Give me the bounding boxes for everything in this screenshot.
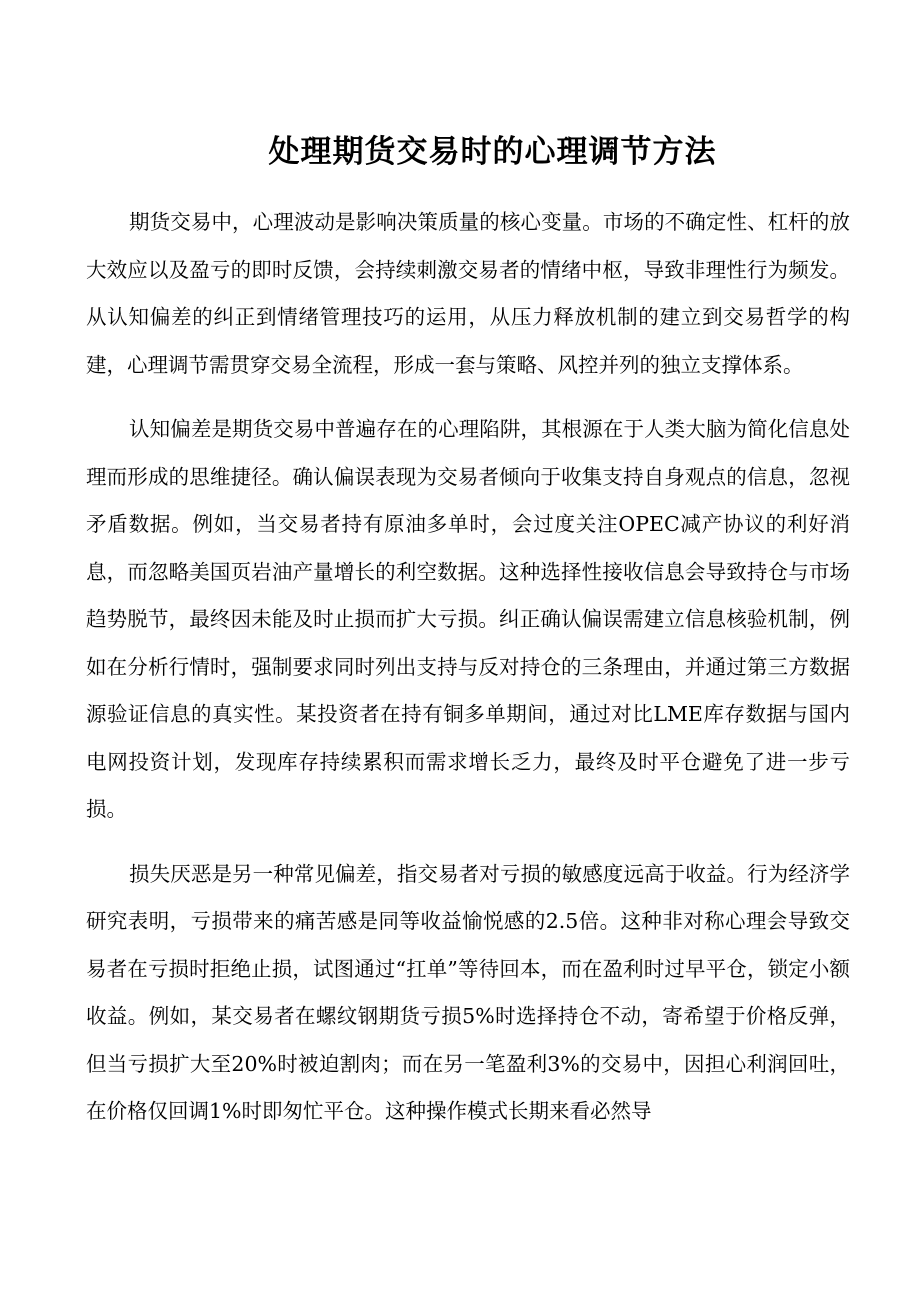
document-body <box>86 199 850 1153</box>
paragraph-cognitive-bias: 认知偏差是期货交易中普遍存在的心理陷阱，其根源在于人类大脑为简化信息处理而形成的思维捷径。确认偏误表现为交易者倾向于收集支持自身观点的信息，忽视矛盾数据。例如，当交易者持有原油多单时，会过度关注OPEC减产协议的利好消息，而忽略美国页岩油产量增长的利空数据。这种选择性接收信息会导致持仓与市场趋势脱节，最终因未能及时止损而扩大亏损。纠正确认偏误需建立信息核验机制，例如在分析行情时，强制要求同时列出支持与反对持仓的三条理由，并通过第三方数据源验证信息的真实性。某投资者在持有铜多单期间，通过对比LME库存数据与国内电网投资计划，发现库存持续累积而需求增长乏力，最终及时平仓避免了进一步亏损。 <box>86 417 850 821</box>
document-title: 处理期货交易时的心理调节方法 <box>268 134 717 170</box>
paragraph-loss-aversion: 损失厌恶是另一种常见偏差，指交易者对亏损的敏感度远高于收益。行为经济学研究表明，亏损带来的痛苦感是同等收益愉悦感的2.5倍。这种非对称心理会导致交易者在亏损时拒绝止损，试图通过“扛单”等待回本，而在盈利时过早平仓，锁定小额收益。例如，某交易者在螺纹钢期货亏损5%时选择持仓不动，寄希望于价格反弹，但当亏损扩大至20%时被迫割肉；而在另一笔盈利3%的交易中，因担心利润回吐，在价格仅回调1%时即匆忙平仓。这种操作模式长期来看必然导 <box>86 861 850 1123</box>
paragraph-intro: 期货交易中，心理波动是影响决策质量的核心变量。市场的不确定性、杠杆的放大效应以及盈亏的即时反馈，会持续刺激交易者的情绪中枢，导致非理性行为频发。从认知偏差的纠正到情绪管理技巧的运用，从压力释放机制的建立到交易哲学的构建，心理调节需贯穿交易全流程，形成一套与策略、风控并列的独立支撑体系。 <box>86 210 850 377</box>
